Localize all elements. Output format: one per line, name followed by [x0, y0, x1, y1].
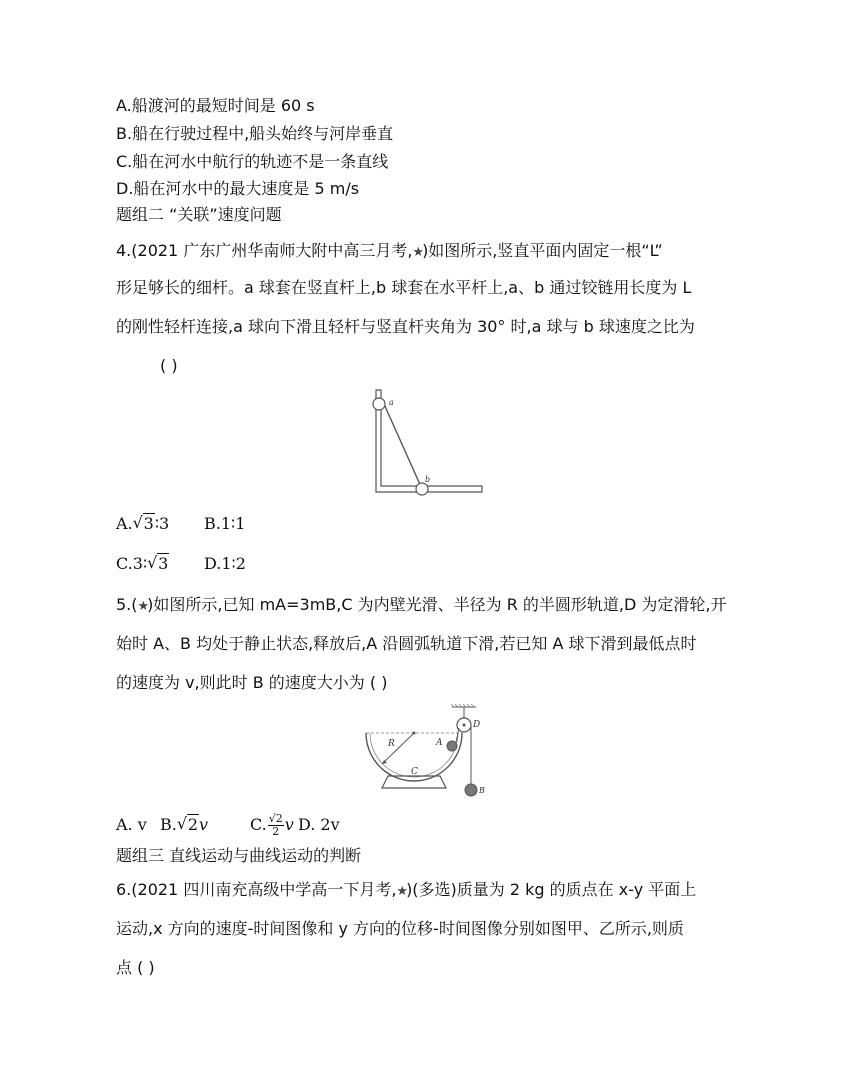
difficulty-star-icon: ★ [412, 245, 423, 260]
fraction: $\frac{√2}{2}$ [268, 812, 283, 838]
group3-title: 题组三 直线运动与曲线运动的判断 [116, 846, 362, 865]
label-a: a [389, 398, 394, 407]
rigid-rod [384, 404, 422, 489]
label-a: A [436, 738, 443, 748]
ball-b [416, 483, 428, 495]
q5-line3: 的速度为 v,则此时 B 的速度大小为 ( ) [116, 673, 388, 692]
q5-line2: 始时 A、B 均处于静止状态,释放后,A 沿圆弧轨道下滑,若已知 A 球下滑到最低点时 [116, 634, 697, 653]
q5-option-a: A. v [116, 815, 147, 834]
q4-line1-post: )如图所示,竖直平面内固定一根“L” [422, 241, 663, 260]
ball-a [373, 398, 385, 410]
ball-a [447, 741, 457, 751]
q4-figure [370, 388, 490, 498]
q6-line1: 6.(2021 四川南充高级中学高一下月考,★)(多选)质量为 2 kg 的质点在 x-y 平面上 [116, 880, 696, 902]
q3-option-a: A.船渡河的最短时间是 60 s [116, 96, 315, 115]
difficulty-star-icon: ★ [396, 884, 407, 899]
q4-option-a: A.√ 3∶3 [116, 514, 169, 534]
q4-option-c: C.3∶√ 3 [116, 554, 169, 574]
q5-line1: 5.(★)如图所示,已知 mA=3mB,C 为内壁光滑、半径为 R 的半圆形轨道,D 为定滑轮,开 [116, 595, 726, 617]
sqrt-symbol: √ 3 [147, 554, 169, 574]
difficulty-star-icon: ★ [137, 599, 148, 614]
q5-option-c: C. $\frac{√2}{2}$ v [250, 812, 294, 838]
q4-line1 [116, 241, 663, 263]
q4-answer-paren: ( ) [160, 356, 178, 375]
sqrt-symbol: √ 3 [133, 514, 155, 534]
sqrt-symbol: √ 2 [177, 815, 199, 835]
q5-option-b: B.√ 2v [160, 815, 208, 835]
q3-option-d: D.船在河水中的最大速度是 5 m/s [116, 179, 360, 198]
q6-line2: 运动,x 方向的速度-时间图像和 y 方向的位移-时间图像分别如图甲、乙所示,则质 [116, 919, 684, 938]
q4-line2: 形足够长的细杆。a 球套在竖直杆上,b 球套在水平杆上,a、b 通过铰链用长度为 L [116, 278, 692, 297]
q5-option-d: D. 2v [298, 815, 340, 834]
q4-line1-pre: 4.(2021 广东广州华南师大附中高三月考, [116, 241, 413, 260]
label-r: R [388, 739, 395, 749]
label-d: D [473, 720, 481, 730]
label-b: B [479, 786, 485, 795]
q3-option-c: C.船在河水中航行的轨迹不是一条直线 [116, 152, 389, 171]
ball-b [465, 784, 477, 796]
q4-option-b: B.1∶1 [204, 514, 246, 533]
q3-option-b: B.船在行驶过程中,船头始终与河岸垂直 [116, 124, 394, 143]
q4-option-d: D.1∶2 [204, 554, 246, 573]
q4-line3: 的刚性轻杆连接,a 球向下滑且轻杆与竖直杆夹角为 30° 时,a 球与 b 球速度之比为 [116, 317, 695, 336]
label-c: C [411, 767, 418, 777]
base-c [382, 776, 446, 788]
group2-title: 题组二 “关联”速度问题 [116, 205, 282, 224]
q6-line3: 点 ( ) [116, 958, 155, 977]
q5-figure [360, 704, 500, 800]
label-b: b [425, 475, 431, 484]
